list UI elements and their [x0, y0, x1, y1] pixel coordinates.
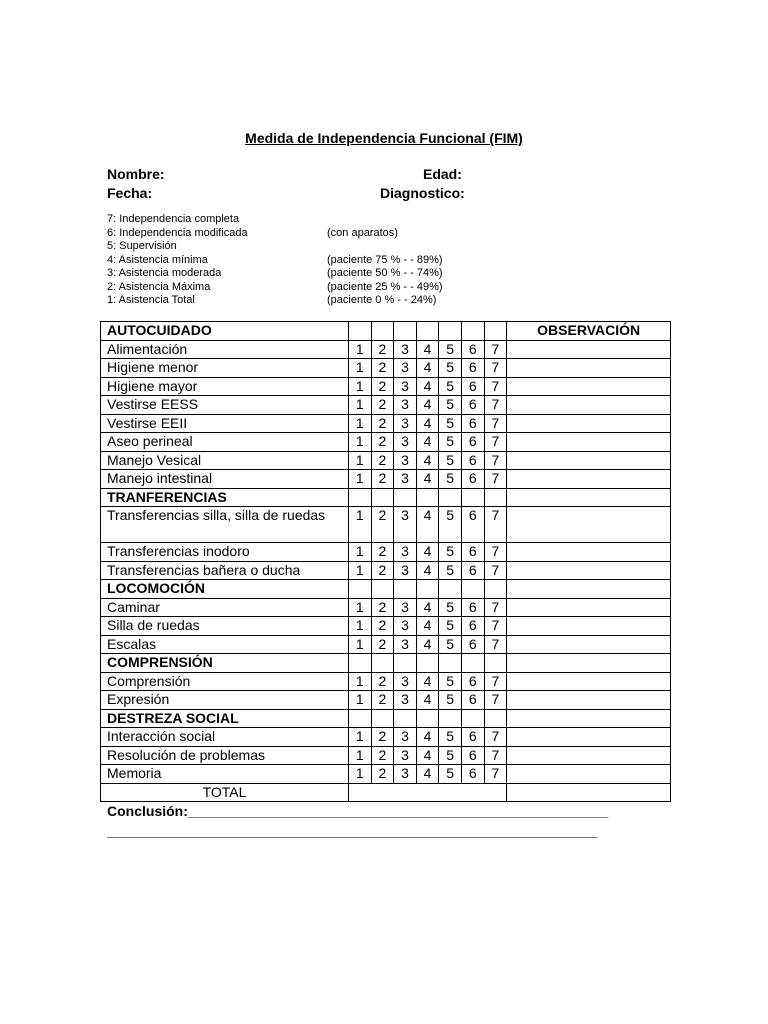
score-cell-empty: [371, 709, 394, 728]
score-option-2[interactable]: 2: [371, 728, 394, 747]
score-cell-empty: [349, 709, 372, 728]
score-cell-empty: [349, 322, 372, 341]
item-row: [101, 359, 671, 378]
score-cell-empty: [484, 322, 507, 341]
score-option-6[interactable]: 6: [461, 377, 484, 396]
score-option-6[interactable]: 6: [461, 414, 484, 433]
score-option-4[interactable]: 4: [416, 598, 439, 617]
item-label: Transferencias inodoro: [101, 543, 349, 562]
legend-level-text: 3: Asistencia moderada: [107, 267, 222, 279]
score-cell-empty: [484, 709, 507, 728]
score-option-7[interactable]: 7: [484, 359, 507, 378]
item-row: [101, 507, 671, 543]
score-option-6[interactable]: 6: [461, 543, 484, 562]
observation-cell[interactable]: [507, 543, 671, 562]
score-option-6[interactable]: 6: [461, 340, 484, 359]
item-label: Aseo perineal: [101, 433, 349, 452]
observation-cell[interactable]: [507, 470, 671, 489]
score-option-3[interactable]: 3: [394, 451, 417, 470]
score-option-3[interactable]: 3: [394, 414, 417, 433]
score-option-4[interactable]: 4: [416, 359, 439, 378]
score-cell-empty: [461, 580, 484, 599]
score-option-7[interactable]: 7: [484, 672, 507, 691]
item-label: Memoria: [101, 765, 349, 784]
score-option-7[interactable]: 7: [484, 377, 507, 396]
item-label: Vestirse EEII: [101, 414, 349, 433]
item-row: [101, 728, 671, 747]
item-label: Manejo Vesical: [101, 451, 349, 470]
score-option-2[interactable]: 2: [371, 598, 394, 617]
score-option-4[interactable]: 4: [416, 396, 439, 415]
item-row: [101, 377, 671, 396]
score-cell-empty: [461, 488, 484, 507]
score-option-5[interactable]: 5: [439, 765, 462, 784]
score-cell-empty: [439, 709, 462, 728]
score-option-3[interactable]: 3: [394, 433, 417, 452]
score-option-2[interactable]: 2: [371, 470, 394, 489]
score-option-3[interactable]: 3: [394, 377, 417, 396]
score-option-7[interactable]: 7: [484, 543, 507, 562]
legend-level-note: (paciente 0 % - - 24%): [327, 294, 437, 306]
score-cell-empty: [394, 488, 417, 507]
observation-cell[interactable]: [507, 654, 671, 673]
score-option-3[interactable]: 3: [394, 598, 417, 617]
score-option-1[interactable]: 1: [349, 598, 372, 617]
conclusion-blank[interactable]: ______________________________________________________: [187, 803, 609, 819]
score-option-1[interactable]: 1: [349, 543, 372, 562]
item-row: [101, 451, 671, 470]
score-option-6[interactable]: 6: [461, 746, 484, 765]
item-row: [101, 598, 671, 617]
score-option-4[interactable]: 4: [416, 377, 439, 396]
score-option-2[interactable]: 2: [371, 617, 394, 636]
score-option-1[interactable]: 1: [349, 470, 372, 489]
score-option-5[interactable]: 5: [439, 470, 462, 489]
observation-cell[interactable]: [507, 561, 671, 580]
score-option-2[interactable]: 2: [371, 377, 394, 396]
observation-cell[interactable]: [507, 377, 671, 396]
form-title: Medida de Independencia Funcional (FIM): [245, 130, 523, 146]
score-option-7[interactable]: 7: [484, 340, 507, 359]
score-option-5[interactable]: 5: [439, 340, 462, 359]
section-header-row: [101, 709, 671, 728]
score-cell-empty: [349, 654, 372, 673]
score-cell-empty: [484, 580, 507, 599]
legend-level-text: 5: Supervisión: [107, 240, 177, 252]
observation-cell[interactable]: [507, 414, 671, 433]
score-option-6[interactable]: 6: [461, 396, 484, 415]
score-option-4[interactable]: 4: [416, 543, 439, 562]
legend-level-note: (paciente 75 % - - 89%): [327, 253, 443, 266]
score-cell-empty: [416, 322, 439, 341]
score-option-2[interactable]: 2: [371, 433, 394, 452]
item-row: [101, 691, 671, 710]
legend-level-note: (paciente 50 % - - 74%): [327, 267, 443, 279]
diagnostico-label: Diagnostico:: [380, 185, 465, 201]
score-option-5[interactable]: 5: [439, 728, 462, 747]
score-option-5[interactable]: 5: [439, 598, 462, 617]
score-option-7[interactable]: 7: [484, 617, 507, 636]
item-row: [101, 396, 671, 415]
score-option-5[interactable]: 5: [439, 451, 462, 470]
total-observation-cell[interactable]: [507, 783, 671, 802]
item-label: Resolución de problemas: [101, 746, 349, 765]
legend-level-text: 4: Asistencia mínima: [107, 253, 208, 266]
score-cell-empty: [439, 580, 462, 599]
score-option-7[interactable]: 7: [484, 433, 507, 452]
score-option-5[interactable]: 5: [439, 543, 462, 562]
observation-cell[interactable]: [507, 765, 671, 784]
score-option-3[interactable]: 3: [394, 470, 417, 489]
score-cell-empty: [461, 709, 484, 728]
score-option-3[interactable]: 3: [394, 359, 417, 378]
score-cell-empty: [394, 654, 417, 673]
score-option-5[interactable]: 5: [439, 746, 462, 765]
observation-cell[interactable]: [507, 709, 671, 728]
item-label: Escalas: [101, 635, 349, 654]
score-option-1[interactable]: 1: [349, 561, 372, 580]
section-title: COMPRENSIÓN: [101, 654, 349, 673]
score-option-5[interactable]: 5: [439, 507, 462, 543]
item-label: Higiene menor: [101, 359, 349, 378]
score-cell-empty: [484, 654, 507, 673]
score-option-2[interactable]: 2: [371, 672, 394, 691]
item-row: [101, 543, 671, 562]
item-label: Higiene mayor: [101, 377, 349, 396]
score-option-6[interactable]: 6: [461, 765, 484, 784]
score-option-4[interactable]: 4: [416, 746, 439, 765]
score-option-6[interactable]: 6: [461, 691, 484, 710]
score-option-1[interactable]: 1: [349, 433, 372, 452]
section-title: TRANFERENCIAS: [101, 488, 349, 507]
score-option-4[interactable]: 4: [416, 561, 439, 580]
item-row: [101, 765, 671, 784]
score-option-5[interactable]: 5: [439, 617, 462, 636]
score-option-4[interactable]: 4: [416, 340, 439, 359]
score-option-7[interactable]: 7: [484, 635, 507, 654]
score-option-2[interactable]: 2: [371, 451, 394, 470]
conclusion-line-2[interactable]: _______________________________________________________________: [107, 823, 598, 839]
score-option-5[interactable]: 5: [439, 433, 462, 452]
score-option-2[interactable]: 2: [371, 414, 394, 433]
observation-cell[interactable]: [507, 433, 671, 452]
item-label: Interacción social: [101, 728, 349, 747]
section-title: LOCOMOCIÓN: [101, 580, 349, 599]
section-title: AUTOCUIDADO: [101, 322, 349, 341]
score-option-2[interactable]: 2: [371, 340, 394, 359]
score-option-5[interactable]: 5: [439, 359, 462, 378]
score-option-7[interactable]: 7: [484, 470, 507, 489]
legend-level-text: 1: Asistencia Total: [107, 294, 195, 306]
score-option-1[interactable]: 1: [349, 672, 372, 691]
score-option-3[interactable]: 3: [394, 396, 417, 415]
legend-row: [107, 294, 527, 308]
score-option-5[interactable]: 5: [439, 414, 462, 433]
legend-level-text: 6: Independencia modificada: [107, 226, 248, 239]
score-option-1[interactable]: 1: [349, 359, 372, 378]
item-label: Transferencias silla, silla de ruedas: [101, 507, 349, 543]
score-option-4[interactable]: 4: [416, 672, 439, 691]
score-cell-empty: [461, 654, 484, 673]
score-option-7[interactable]: 7: [484, 691, 507, 710]
item-row: [101, 561, 671, 580]
score-cell-empty: [394, 322, 417, 341]
score-option-6[interactable]: 6: [461, 561, 484, 580]
score-cell-empty: [349, 488, 372, 507]
score-cell-empty: [371, 322, 394, 341]
item-label: Transferencias bañera o ducha: [101, 561, 349, 580]
item-row: [101, 433, 671, 452]
score-option-6[interactable]: 6: [461, 635, 484, 654]
section-header-row: [101, 322, 671, 341]
score-cell-empty: [484, 488, 507, 507]
score-legend: [107, 213, 527, 308]
score-option-7[interactable]: 7: [484, 598, 507, 617]
legend-row: [107, 281, 527, 295]
item-label: Silla de ruedas: [101, 617, 349, 636]
score-option-4[interactable]: 4: [416, 470, 439, 489]
score-option-2[interactable]: 2: [371, 746, 394, 765]
score-option-4[interactable]: 4: [416, 433, 439, 452]
score-option-5[interactable]: 5: [439, 561, 462, 580]
observation-cell[interactable]: [507, 598, 671, 617]
score-cell-empty: [416, 654, 439, 673]
fim-score-table: [100, 321, 671, 802]
score-option-6[interactable]: 6: [461, 433, 484, 452]
item-row: [101, 414, 671, 433]
score-option-4[interactable]: 4: [416, 451, 439, 470]
score-option-2[interactable]: 2: [371, 635, 394, 654]
score-option-1[interactable]: 1: [349, 451, 372, 470]
observation-cell[interactable]: [507, 359, 671, 378]
legend-level-note: (paciente 25 % - - 49%): [327, 280, 443, 293]
nombre-label: Nombre:: [107, 166, 165, 182]
score-option-2[interactable]: 2: [371, 396, 394, 415]
item-row: [101, 746, 671, 765]
legend-row: [107, 213, 527, 227]
item-row: [101, 672, 671, 691]
legend-row: [107, 240, 527, 254]
score-option-1[interactable]: 1: [349, 746, 372, 765]
score-cell-empty: [371, 580, 394, 599]
score-option-5[interactable]: 5: [439, 672, 462, 691]
score-option-7[interactable]: 7: [484, 728, 507, 747]
legend-row: [107, 227, 527, 241]
legend-row: [107, 267, 527, 281]
score-option-4[interactable]: 4: [416, 728, 439, 747]
score-option-6[interactable]: 6: [461, 359, 484, 378]
edad-label: Edad:: [423, 166, 462, 182]
score-option-3[interactable]: 3: [394, 635, 417, 654]
score-option-2[interactable]: 2: [371, 691, 394, 710]
score-option-7[interactable]: 7: [484, 507, 507, 543]
score-option-3[interactable]: 3: [394, 728, 417, 747]
score-cell-empty: [371, 654, 394, 673]
score-cell-empty: [439, 488, 462, 507]
score-cell-empty: [439, 322, 462, 341]
observation-cell[interactable]: [507, 488, 671, 507]
observation-cell[interactable]: [507, 746, 671, 765]
score-option-4[interactable]: 4: [416, 507, 439, 543]
observation-cell[interactable]: [507, 691, 671, 710]
score-option-3[interactable]: 3: [394, 691, 417, 710]
score-option-7[interactable]: 7: [484, 561, 507, 580]
legend-level-note: (con aparatos): [327, 226, 398, 239]
legend-level-text: 7: Independencia completa: [107, 213, 240, 225]
score-option-3[interactable]: 3: [394, 746, 417, 765]
score-option-2[interactable]: 2: [371, 543, 394, 562]
conclusion-field: [107, 803, 608, 819]
score-option-2[interactable]: 2: [371, 507, 394, 543]
score-option-3[interactable]: 3: [394, 561, 417, 580]
score-option-5[interactable]: 5: [439, 377, 462, 396]
score-option-4[interactable]: 4: [416, 691, 439, 710]
item-row: [101, 617, 671, 636]
section-header-row: [101, 488, 671, 507]
legend-level-text: 2: Asistencia Máxima: [107, 280, 211, 293]
item-label: Vestirse EESS: [101, 396, 349, 415]
observation-cell[interactable]: [507, 340, 671, 359]
observation-cell[interactable]: [507, 635, 671, 654]
score-option-5[interactable]: 5: [439, 396, 462, 415]
score-option-3[interactable]: 3: [394, 507, 417, 543]
score-option-2[interactable]: 2: [371, 765, 394, 784]
score-cell-empty: [394, 709, 417, 728]
total-score-cell[interactable]: [349, 783, 507, 802]
score-option-5[interactable]: 5: [439, 635, 462, 654]
score-option-4[interactable]: 4: [416, 635, 439, 654]
item-label: Comprensión: [101, 672, 349, 691]
score-option-6[interactable]: 6: [461, 598, 484, 617]
observation-cell[interactable]: [507, 396, 671, 415]
section-header-row: [101, 654, 671, 673]
score-cell-empty: [371, 488, 394, 507]
section-title: DESTREZA SOCIAL: [101, 709, 349, 728]
score-option-1[interactable]: 1: [349, 396, 372, 415]
score-option-1[interactable]: 1: [349, 377, 372, 396]
score-option-6[interactable]: 6: [461, 470, 484, 489]
item-label: Expresión: [101, 691, 349, 710]
score-option-5[interactable]: 5: [439, 691, 462, 710]
score-option-7[interactable]: 7: [484, 396, 507, 415]
score-option-6[interactable]: 6: [461, 507, 484, 543]
score-cell-empty: [349, 580, 372, 599]
score-option-3[interactable]: 3: [394, 672, 417, 691]
observation-cell[interactable]: [507, 672, 671, 691]
observation-cell[interactable]: [507, 451, 671, 470]
score-option-1[interactable]: 1: [349, 765, 372, 784]
score-option-6[interactable]: 6: [461, 617, 484, 636]
score-option-1[interactable]: 1: [349, 340, 372, 359]
score-option-3[interactable]: 3: [394, 765, 417, 784]
conclusion-label: Conclusión:: [107, 803, 188, 819]
score-option-3[interactable]: 3: [394, 543, 417, 562]
score-option-3[interactable]: 3: [394, 340, 417, 359]
score-cell-empty: [439, 654, 462, 673]
observation-cell[interactable]: [507, 580, 671, 599]
score-option-1[interactable]: 1: [349, 617, 372, 636]
score-cell-empty: [416, 488, 439, 507]
observation-cell[interactable]: [507, 617, 671, 636]
score-option-7[interactable]: 7: [484, 451, 507, 470]
observation-header: OBSERVACIÓN: [507, 322, 671, 341]
score-option-6[interactable]: 6: [461, 728, 484, 747]
total-row: [101, 783, 671, 802]
fecha-label: Fecha:: [107, 185, 153, 201]
score-option-4[interactable]: 4: [416, 617, 439, 636]
item-row: [101, 635, 671, 654]
score-option-2[interactable]: 2: [371, 561, 394, 580]
score-cell-empty: [461, 322, 484, 341]
score-option-7[interactable]: 7: [484, 414, 507, 433]
item-label: Manejo intestinal: [101, 470, 349, 489]
score-option-7[interactable]: 7: [484, 765, 507, 784]
legend-row: [107, 254, 527, 268]
item-row: [101, 340, 671, 359]
score-option-1[interactable]: 1: [349, 691, 372, 710]
score-option-4[interactable]: 4: [416, 414, 439, 433]
item-row: [101, 470, 671, 489]
score-option-1[interactable]: 1: [349, 507, 372, 543]
score-option-4[interactable]: 4: [416, 765, 439, 784]
item-label: Alimentación: [101, 340, 349, 359]
item-label: Caminar: [101, 598, 349, 617]
score-option-1[interactable]: 1: [349, 414, 372, 433]
observation-cell[interactable]: [507, 507, 671, 543]
score-option-2[interactable]: 2: [371, 359, 394, 378]
score-option-3[interactable]: 3: [394, 617, 417, 636]
total-label: TOTAL: [101, 783, 349, 802]
score-option-6[interactable]: 6: [461, 672, 484, 691]
section-header-row: [101, 580, 671, 599]
score-cell-empty: [416, 709, 439, 728]
score-option-7[interactable]: 7: [484, 746, 507, 765]
score-option-1[interactable]: 1: [349, 635, 372, 654]
observation-cell[interactable]: [507, 728, 671, 747]
score-cell-empty: [394, 580, 417, 599]
score-option-1[interactable]: 1: [349, 728, 372, 747]
score-option-6[interactable]: 6: [461, 451, 484, 470]
score-cell-empty: [416, 580, 439, 599]
